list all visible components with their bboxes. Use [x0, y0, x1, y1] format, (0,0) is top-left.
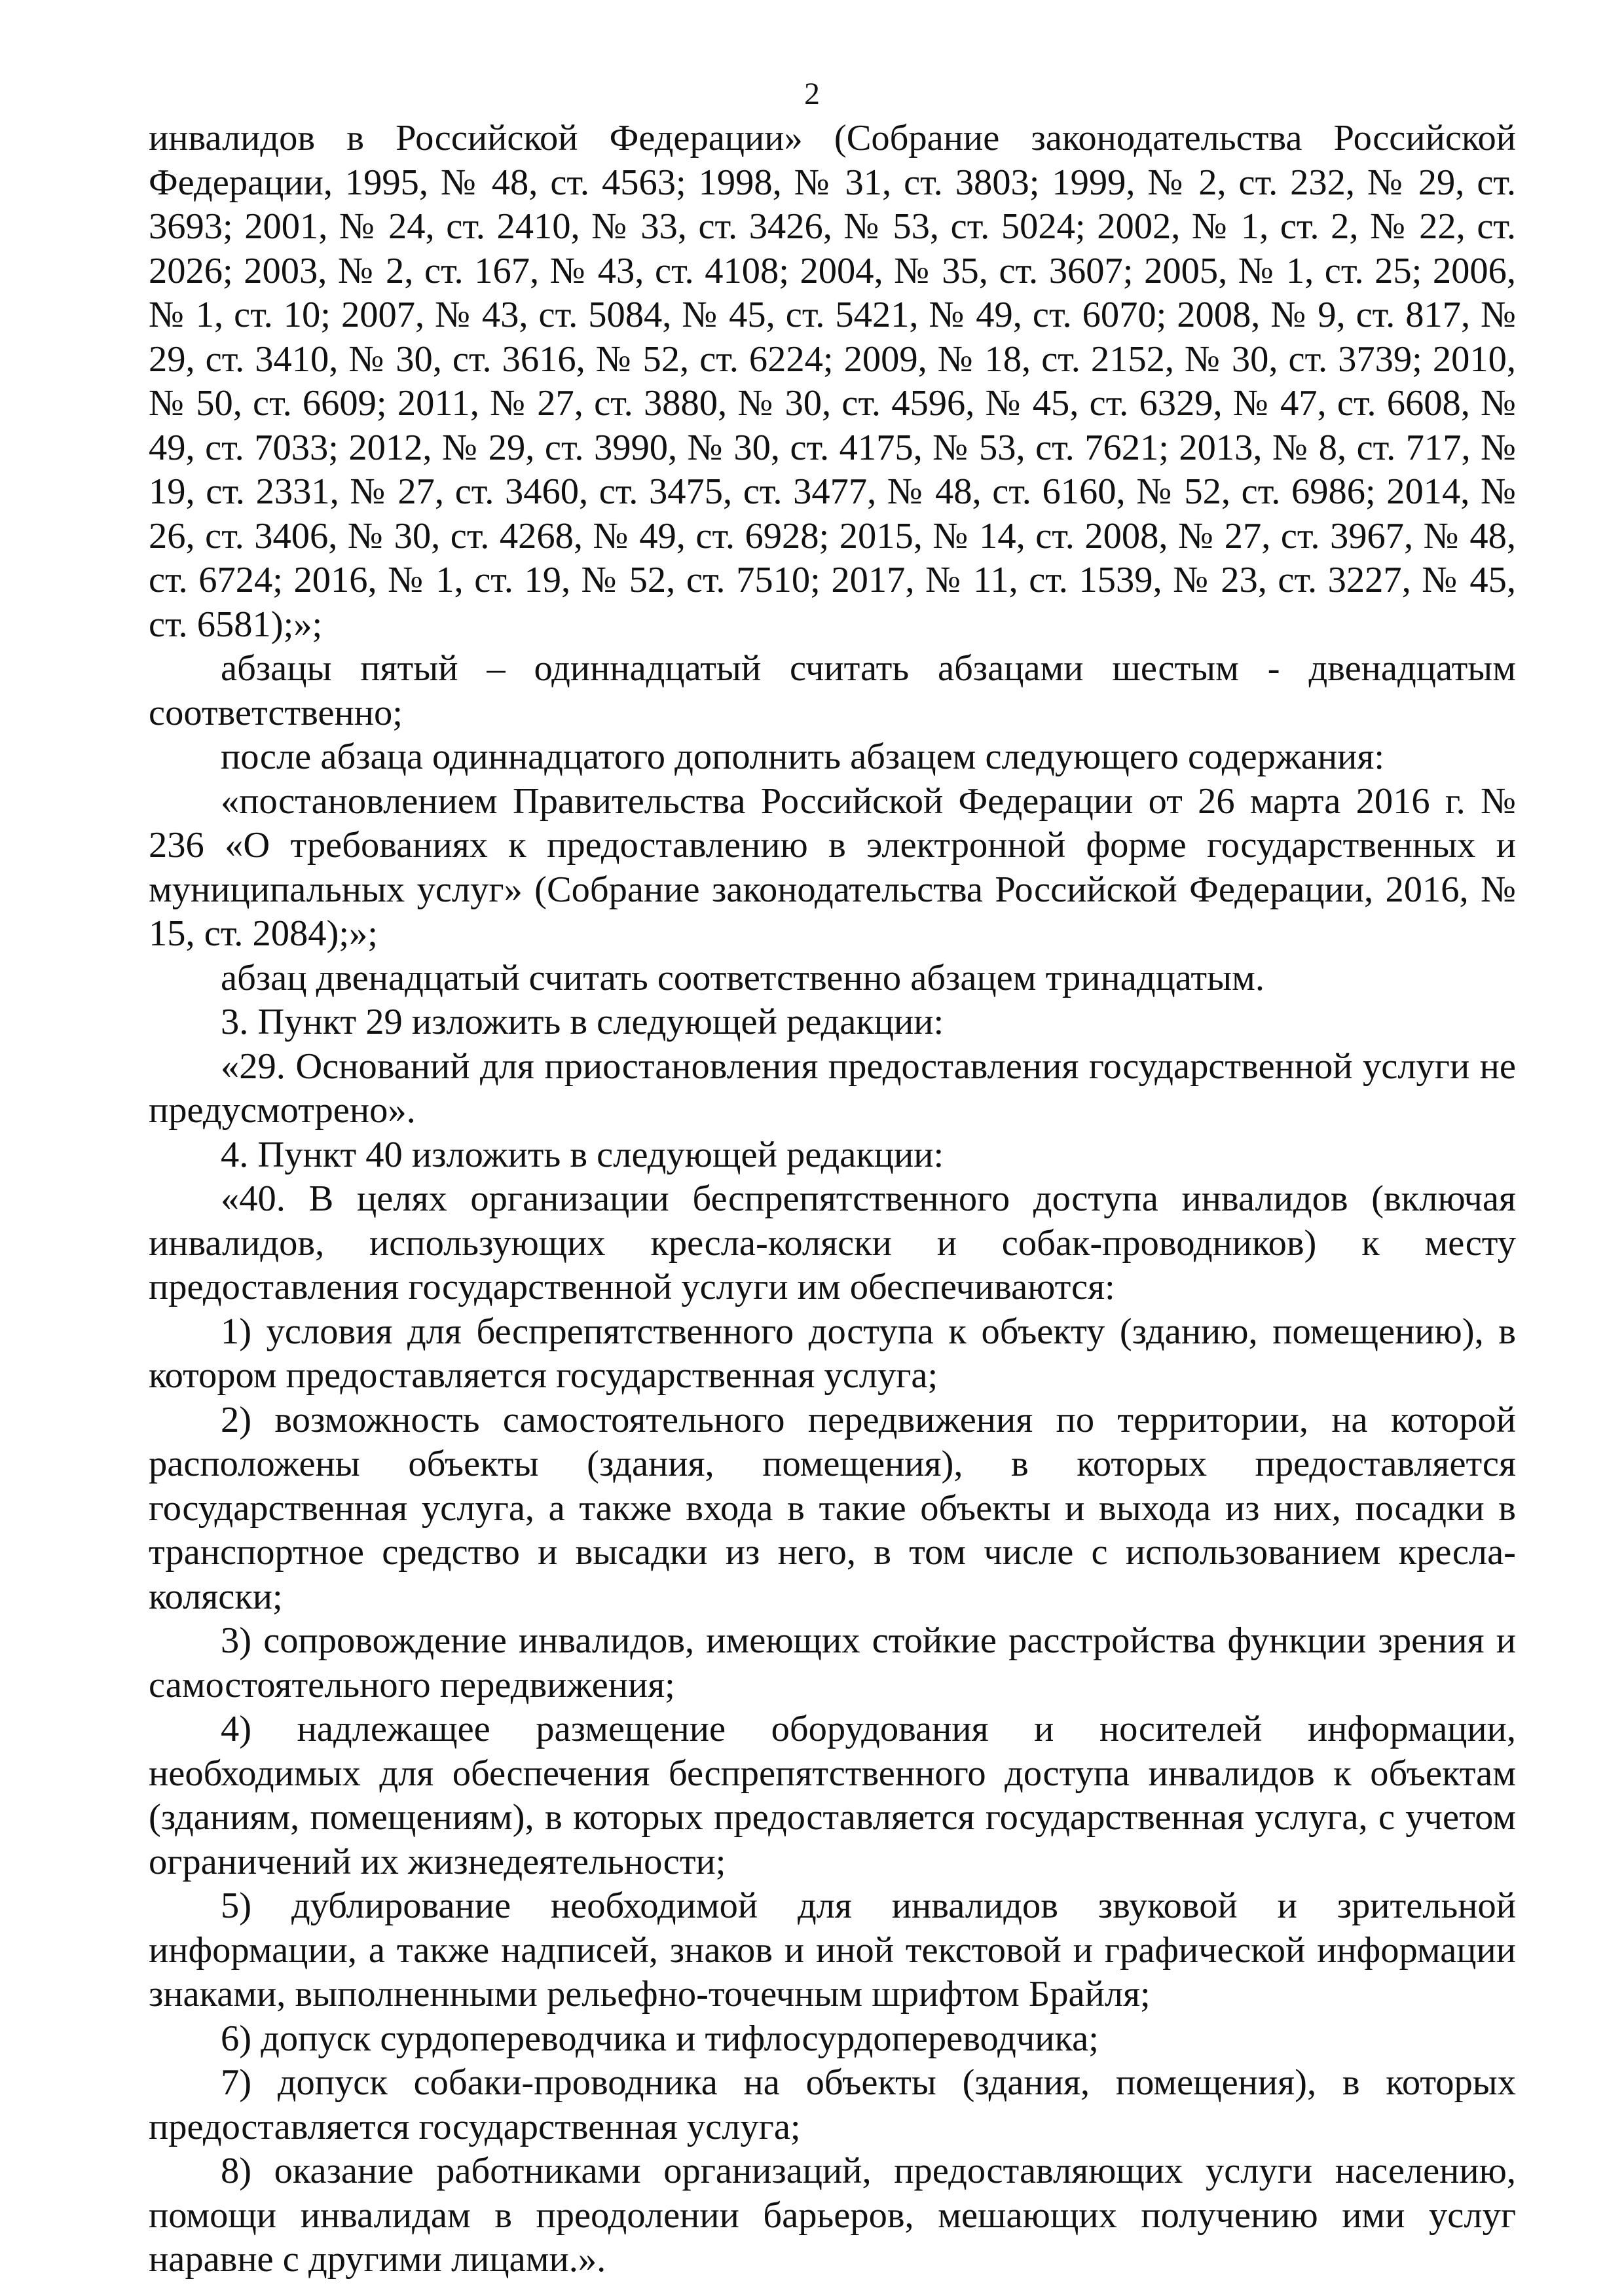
paragraph: «40. В целях организации беспрепятственного доступа инвалидов (включая инвалидов, использующих кресла-коляски и собак-проводников) к месту предоставления государственной услуги им обеспечиваются: — [149, 1178, 1516, 1307]
paragraph: «29. Оснований для приостановления предоставления государственной услуги не предусмотрено». — [149, 1046, 1516, 1131]
paragraph: инвалидов в Российской Федерации» (Собрание законодательства Российской Федерации, 1995, № 48, ст. 4563; 1998, № 31, ст. 3803; 1999, № 2, ст. 232, № 29, ст. 3693; 2001, № 24, ст. 2410, № 33, ст. 3426, № 53, ст. 5024; 2002, № 1, ст. 2, № 22, ст. 2026; 2003, № 2, ст. 167, № 43, ст. 4108; 2004, № 35, ст. 3607; 2005, № 1, ст. 25; 2006, № 1, ст. 10; 2007, № 43, ст. 5084, № 45, ст. 5421, № 49, ст. 6070; 2008, № 9, ст. 817, № 29, ст. 3410, № 30, ст. 3616, № 52, ст. 6224; 2009, № 18, ст. 2152, № 30, ст. 3739; 2010, № 50, ст. 6609; 2011, № 27, ст. 3880, № 30, ст. 4596, № 45, ст. 6329, № 47, ст. 6608, № 49, ст. 7033; 2012, № 29, ст. 3990, № 30, ст. 4175, № 53, ст. 7621; 2013, № 8, ст. 717, № 19, ст. 2331, № 27, ст. 3460, ст. 3475, ст. 3477, № 48, ст. 6160, № 52, ст. 6986; 2014, № 26, ст. 3406, № 30, ст. 4268, № 49, ст. 6928; 2015, № 14, ст. 2008, № 27, ст. 3967, № 48, ст. 6724; 2016, № 1, ст. 19, № 52, ст. 7510; 2017, № 11, ст. 1539, № 23, ст. 3227, № 45, ст. 6581);»; — [149, 118, 1516, 645]
paragraph: после абзаца одиннадцатого дополнить абзацем следующего содержания: — [221, 737, 1385, 777]
paragraph: «постановлением Правительства Российской Федерации от 26 марта 2016 г. № 236 «О требованиях к предоставлению в электронной форме государственных и муниципальных услуг» (Собрание законодательства Российской Федерации, 2016, № 15, ст. 2084);»; — [149, 780, 1516, 954]
paragraph: 5) дублирование необходимой для инвалидов звуковой и зрительной информации, а также надписей, знаков и иной текстовой и графической информации знаками, выполненными рельефно-точечным шрифтом Брайля; — [149, 1886, 1516, 2014]
paragraph: 3) сопровождение инвалидов, имеющих стойкие расстройства функции зрения и самостоятельного передвижения; — [149, 1620, 1516, 1705]
paragraph: 3. Пункт 29 изложить в следующей редакции: — [221, 1002, 944, 1042]
paragraph: 8) оказание работниками организаций, предоставляющих услуги населению, помощи инвалидам в преодолении барьеров, мешающих получению ими услуг наравне с другими лицами.». — [149, 2151, 1516, 2280]
paragraph: 2) возможность самостоятельного передвижения по территории, на которой расположены объекты (здания, помещения), в которых предоставляется государственная услуга, а также входа в такие объекты и выхода из них, посадки в транспортное средство и высадки из него, в том числе с использованием кресла-коляски; — [149, 1399, 1516, 1617]
paragraph: 4. Пункт 40 изложить в следующей редакции: — [221, 1134, 944, 1175]
paragraph: абзац двенадцатый считать соответственно абзацем тринадцатым. — [221, 957, 1264, 998]
paragraph: 4) надлежащее размещение оборудования и носителей информации, необходимых для обеспечения беспрепятственного доступа инвалидов к объектам (зданиям, помещениям), в которых предоставляется государственная услуга, с учетом ограничений их жизнедеятельности; — [149, 1709, 1516, 1882]
page-number: 2 — [804, 77, 820, 111]
paragraph: 1) условия для беспрепятственного доступа к объекту (зданию, помещению), в котором предоставляется государственная услуга; — [149, 1311, 1516, 1396]
paragraph: 7) допуск собаки-проводника на объекты (здания, помещения), в которых предоставляется государственная услуга; — [149, 2062, 1516, 2147]
paragraph: 6) допуск сурдопереводчика и тифлосурдопереводчика; — [221, 2018, 1099, 2059]
document-body — [149, 117, 1516, 2282]
paragraph: абзацы пятый – одиннадцатый считать абзацами шестым - двенадцатым соответственно; — [149, 648, 1516, 733]
